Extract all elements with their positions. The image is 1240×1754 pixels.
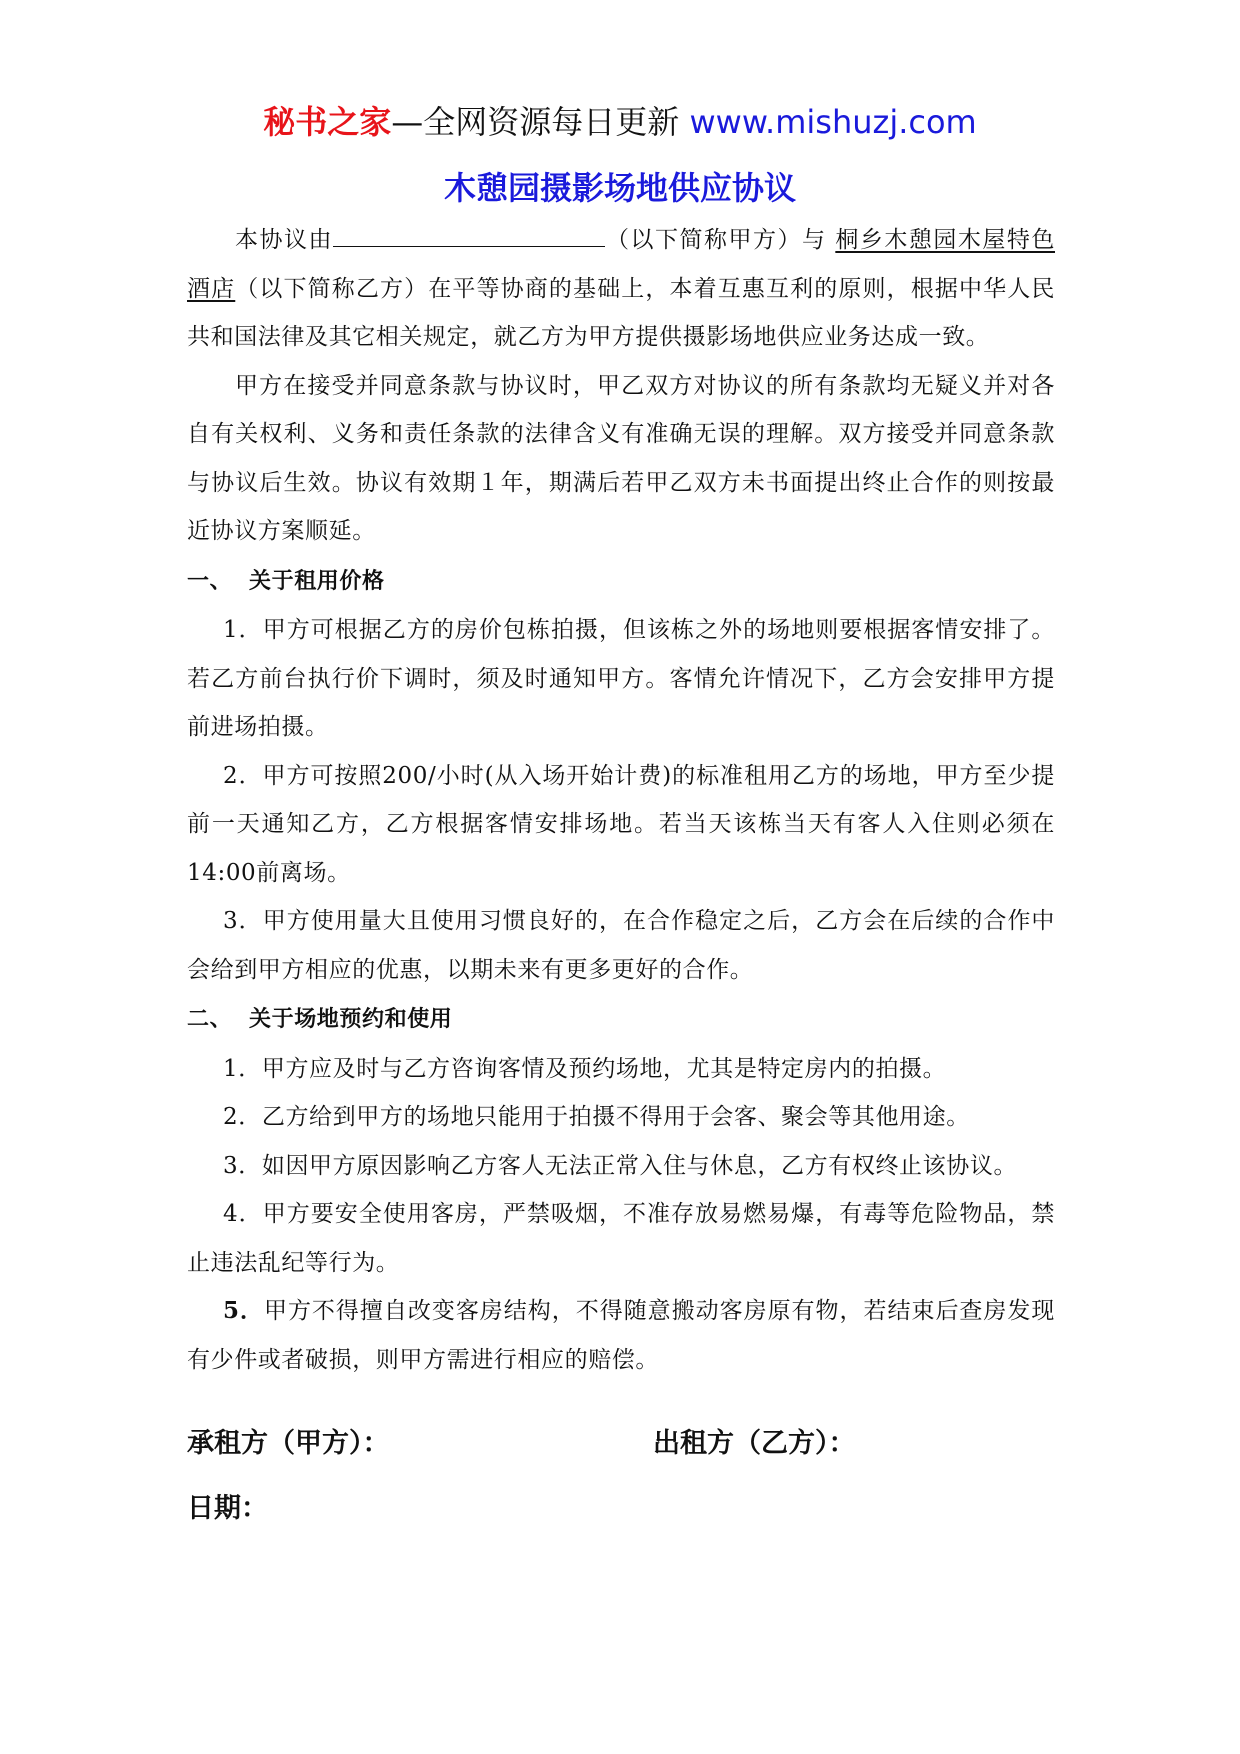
- section-number: 二、: [187, 1007, 233, 1032]
- site-url-link[interactable]: www.mishuzj.com: [689, 103, 977, 141]
- section-number: 一、: [187, 568, 233, 594]
- item-text: 甲方不得擅自改变客房结构，不得随意搬动客房原有物，若结束后查房发现有少件或者破损，则甲方需进行相应的赔偿。: [187, 1298, 1055, 1373]
- booking-item-2: [187, 1093, 1055, 1142]
- section-title: 关于租用价格: [249, 568, 385, 594]
- section-title: 关于场地预约和使用: [249, 1007, 453, 1032]
- site-tagline: —全网资源每日更新: [391, 103, 690, 141]
- document-title: 木憩园摄影场地供应协议: [443, 169, 796, 207]
- lessee-signature-label: 承租方（甲方）：: [187, 1428, 390, 1459]
- agreement-body: [187, 216, 1055, 1384]
- booking-item-4: [187, 1190, 1055, 1287]
- section-heading-booking: [187, 996, 1055, 1045]
- validity-paragraph: 甲方在接受并同意条款与协议时，甲乙双方对协议的所有条款均无疑义并对各自有关权利、义务和责任条款的法律含义有准确无误的理解。双方接受并同意条款与协议后生效。协议有效期１年，期满后若甲乙双方未书面提出终止合作的则按最近协议方案顺延。: [187, 372, 1055, 544]
- pricing-item-3: [187, 897, 1055, 994]
- intro-rest: （以下简称乙方）在平等协商的基础上，本着互惠互利的原则，根据中华人民共和国法律及其它相关规定，就乙方为甲方提供摄影场地供应业务达成一致。: [187, 275, 1056, 350]
- item-text: 甲方应及时与乙方咨询客情及预约场地，尤其是特定房内的拍摄。: [261, 1055, 947, 1082]
- item-number: 5．: [223, 1297, 264, 1324]
- booking-item-1: [187, 1045, 1055, 1094]
- intro-prefix: 本协议由: [235, 227, 334, 253]
- item-number: 2．: [223, 762, 263, 789]
- item-text: 如因甲方原因影响乙方客人无法正常入住与休息，乙方有权终止该协议。: [261, 1152, 1018, 1179]
- section-heading-pricing: [187, 558, 1055, 607]
- item-text: 甲方可根据乙方的房价包栋拍摄，但该栋之外的场地则要根据客情安排了。若乙方前台执行价下调时，须及时通知甲方。客情允许情况下，乙方会安排甲方提前进场拍摄。: [187, 617, 1055, 740]
- pricing-item-2: [187, 752, 1055, 898]
- site-header: [0, 96, 1240, 148]
- item-number: 1．: [223, 1055, 262, 1082]
- date-label: 日期：: [187, 1493, 268, 1524]
- item-number: 4．: [223, 1201, 263, 1227]
- booking-item-5: [187, 1287, 1055, 1384]
- item-text: 甲方使用量大且使用习惯良好的，在合作稳定之后，乙方会在后续的合作中会给到甲方相应的优惠，以期未来有更多更好的合作。: [187, 908, 1055, 983]
- intro-middle: （以下简称甲方）与: [605, 227, 836, 253]
- pricing-item-1: [187, 606, 1055, 752]
- lessor-signature-label: 出租方（乙方）：: [653, 1428, 856, 1459]
- item-number: 1．: [223, 617, 263, 643]
- party-b-name: 桐乡木憩园木屋特色酒店: [187, 227, 1055, 302]
- item-number: 2．: [223, 1104, 262, 1130]
- brand-name: 秘书之家: [263, 103, 392, 141]
- signature-row: [187, 1422, 1055, 1466]
- booking-item-3: [187, 1142, 1055, 1191]
- item-text: 甲方可按照200/小时(从入场开始计费)的标准租用乙方的场地，甲方至少提前一天通知乙方，乙方根据客情安排场地。若当天该栋当天有客人入住则必须在14:00前离场。: [187, 762, 1055, 886]
- party-a-blank: [333, 224, 605, 247]
- intro-paragraph: [187, 216, 1055, 362]
- item-text: 甲方要安全使用客房，严禁吸烟，不准存放易燃易爆，有毒等危险物品，禁止违法乱纪等行为。: [187, 1201, 1055, 1276]
- item-text: 乙方给到甲方的场地只能用于拍摄不得用于会客、聚会等其他用途。: [261, 1104, 970, 1130]
- item-number: 3．: [223, 908, 263, 934]
- item-number: 3．: [223, 1152, 262, 1179]
